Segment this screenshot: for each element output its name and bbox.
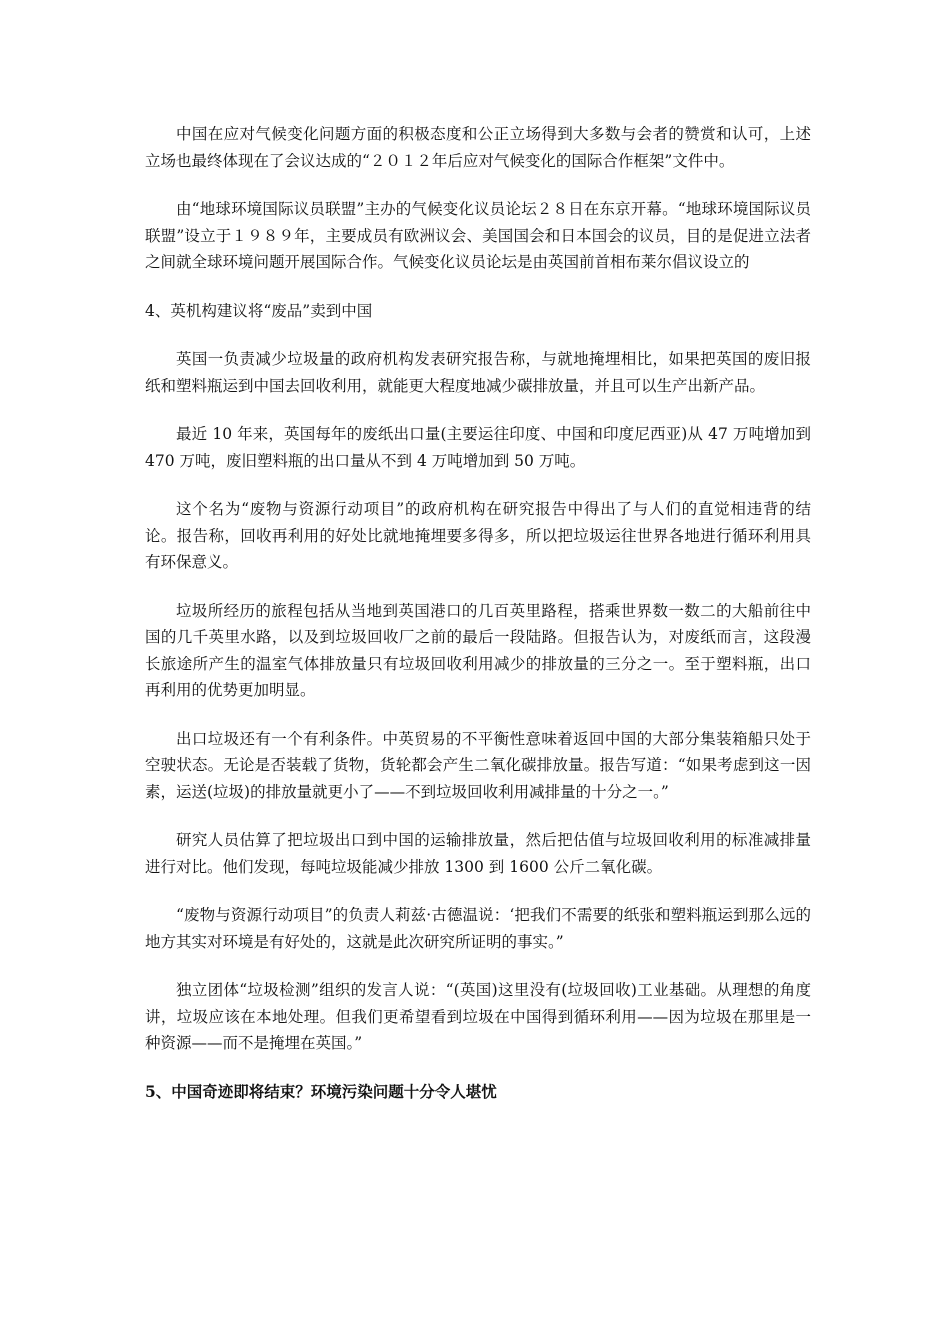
- paragraph-export-volume: 最近 10 年来，英国每年的废纸出口量(主要运往印度、中国和印度尼西亚)从 47 万吨增加到 470 万吨，废旧塑料瓶的出口量从不到 4 万吨增加到 50 万吨。: [145, 425, 811, 470]
- section-heading-4: 4、英机构建议将“废品”卖到中国: [145, 301, 373, 320]
- paragraph-wrap-conclusion: 这个名为“废物与资源行动项目”的政府机构在研究报告中得出了与人们的直觉相违背的结论。报告称，回收再利用的好处比就地掩埋要多得多，所以把垃圾运往世界各地进行循环利用具有环保意义。: [145, 500, 811, 571]
- paragraph-goodwin-quote: “废物与资源行动项目”的负责人莉兹·古德温说：‘把我们不需要的纸张和塑料瓶运到那么远的地方其实对环境是有好处的，这就是此次研究所证明的事实。”: [145, 906, 811, 951]
- paragraph-uk-agency-report: 英国一负责减少垃圾量的政府机构发表研究报告称，与就地掩埋相比，如果把英国的废旧报纸和塑料瓶运到中国去回收利用，就能更大程度地减少碳排放量，并且可以生产出新产品。: [145, 350, 811, 395]
- paragraph-china-stance: 中国在应对气候变化问题方面的积极态度和公正立场得到大多数与会者的赞赏和认可，上述立场也最终体现在了会议达成的“２０１２年后应对气候变化的国际合作框架”文件中。: [145, 125, 811, 170]
- paragraph-empty-containers: 出口垃圾还有一个有利条件。中英贸易的不平衡性意味着返回中国的大部分集装箱船只处于空驶状态。无论是否装载了货物，货轮都会产生二氧化碳排放量。报告写道：“如果考虑到这一因素，运送(垃圾)的排放量就更小了——不到垃圾回收利用减排量的十分之一。”: [145, 729, 811, 801]
- section-heading-5: 5、中国奇迹即将结束？环境污染问题十分令人堪忧: [145, 1081, 497, 1101]
- paragraph-waste-watch-quote: 独立团体“垃圾检测”组织的发言人说：“(英国)这里没有(垃圾回收)工业基础。从理想的角度讲，垃圾应该在本地处理。但我们更希望看到垃圾在中国得到循环利用——因为垃圾在那里是一种资源——而不是掩埋在英国。”: [145, 981, 811, 1052]
- document-page: [145, 121, 811, 1127]
- paragraph-waste-journey: 垃圾所经历的旅程包括从当地到英国港口的几百英里路程，搭乘世界数一数二的大船前往中国的几千英里水路，以及到垃圾回收厂之前的最后一段陆路。但报告认为，对废纸而言，这段漫长旅途所产生的温室气体排放量只有垃圾回收利用减少的排放量的三分之一。至于塑料瓶，出口再利用的优势更加明显。: [145, 601, 811, 699]
- paragraph-legislators-forum: 由“地球环境国际议员联盟”主办的气候变化议员论坛２８日在东京开幕。“地球环境国际议员联盟”设立于１９８９年，主要成员有欧洲议会、美国国会和日本国会的议员，目的是促进立法者之间就全球环境问题开展国际合作。气候变化议员论坛是由英国前首相布莱尔倡议设立的: [145, 200, 811, 271]
- paragraph-emission-estimate: 研究人员估算了把垃圾出口到中国的运输排放量，然后把估值与垃圾回收利用的标准减排量进行对比。他们发现，每吨垃圾能减少排放 1300 到 1600 公斤二氧化碳。: [145, 831, 811, 876]
